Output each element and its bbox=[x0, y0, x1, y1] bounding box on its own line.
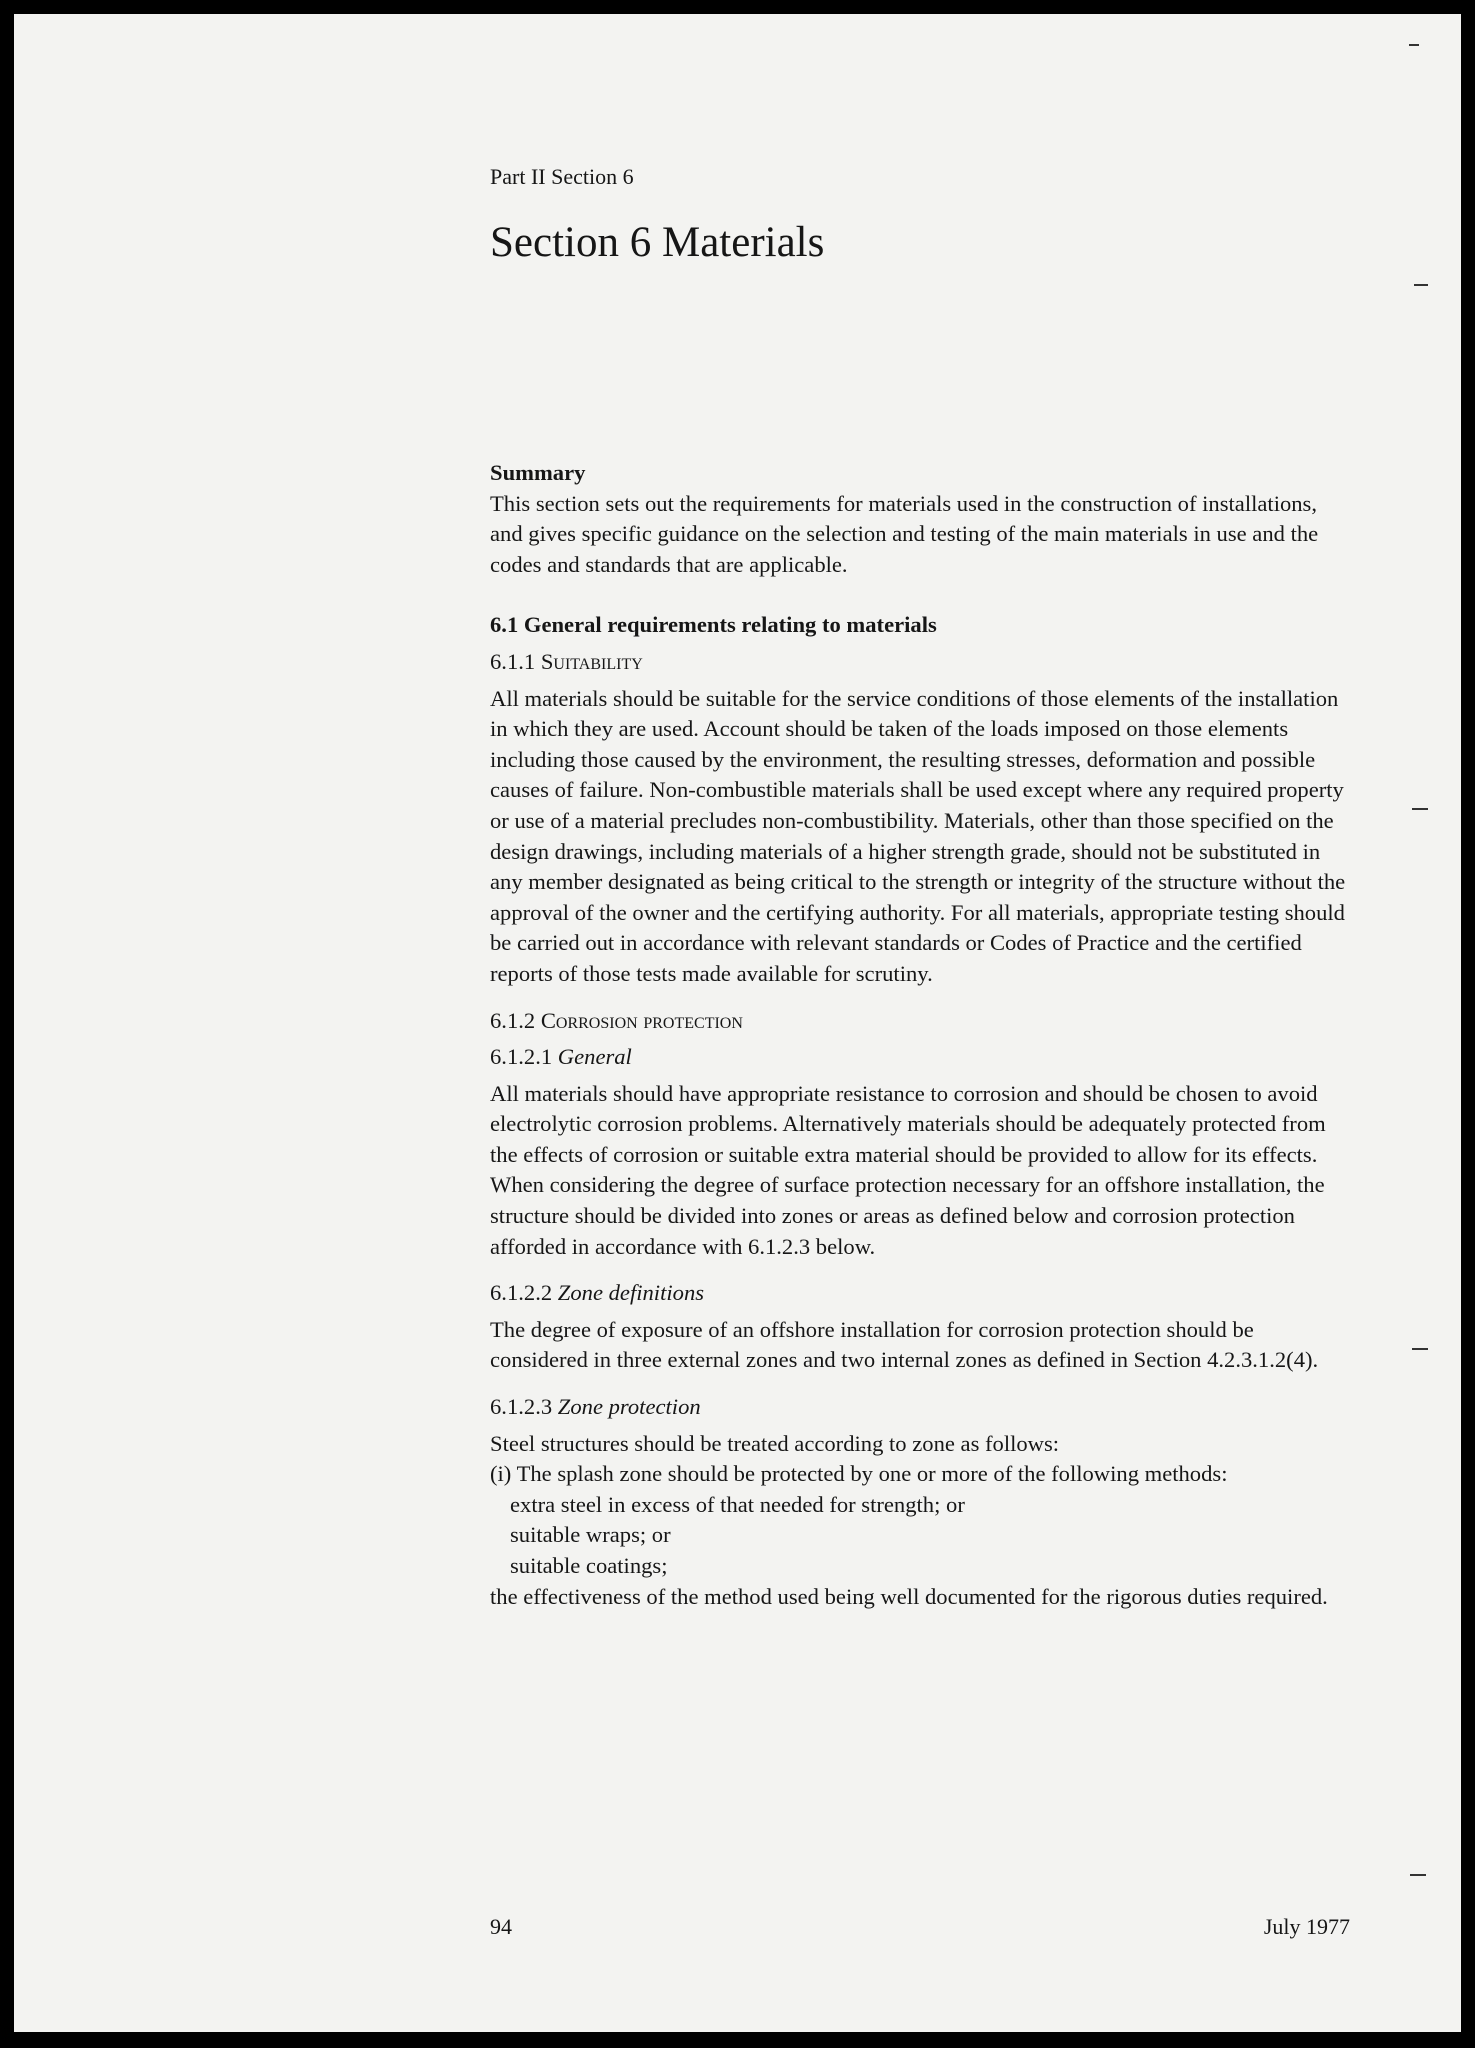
summary-text: This section sets out the requirements for materials used in the construction of installations, and gives specific guidance on the selection and testing of the main materials in use and the codes and standards that are applicable. bbox=[490, 490, 1319, 577]
section-6-1-2-heading bbox=[490, 1006, 1350, 1037]
page-number: 94 bbox=[490, 1914, 512, 1939]
section-6-1-2-1-text: All materials should have appropriate resistance to corrosion and should be chosen to avoid electrolytic corrosion problems. Alternatively materials should be adequately protected from the effects of corrosion or suitable extra material should be provided to allow for its effects. When considering the degree of surface protection necessary for an offshore installation, the structure should be divided into zones or areas as defined below and corrosion protection afforded in accordance with 6.1.2.3 below. bbox=[490, 1080, 1326, 1259]
section-6-1-2-1-heading bbox=[490, 1042, 1350, 1073]
section-6-1-2-3-number: 6.1.2.3 bbox=[490, 1394, 553, 1420]
section-6-1-2-3-item-i: (i) The splash zone should be protected by one or more of the following methods: bbox=[490, 1461, 1228, 1487]
scan-mark bbox=[1410, 1874, 1426, 1876]
section-6-1-heading: 6.1 General requirements relating to materials bbox=[490, 612, 937, 638]
section-6-1-2-2-text: The degree of exposure of an offshore installation for corrosion protection should be considered in three external zones and two internal zones as defined in Section 4.2.3.1.2(4). bbox=[490, 1316, 1319, 1373]
list-item: extra steel in excess of that needed for strength; or bbox=[510, 1491, 965, 1517]
section-6-1-2-2-title: Zone definitions bbox=[557, 1280, 705, 1306]
list-item: suitable wraps; or bbox=[510, 1522, 671, 1548]
scan-mark bbox=[1414, 284, 1428, 286]
section-6-1-2-number: 6.1.2 bbox=[490, 1007, 536, 1033]
method-list bbox=[490, 1490, 1350, 1582]
section-6-1-2-2-heading bbox=[490, 1278, 1350, 1309]
running-head: Part II Section 6 bbox=[490, 164, 634, 189]
section-6-1-1-title: Suitability bbox=[540, 648, 643, 674]
document-page bbox=[14, 14, 1461, 2032]
section-6-1-2-3-intro: Steel structures should be treated according to zone as follows: bbox=[490, 1430, 1060, 1456]
section-6-1-1-number: 6.1.1 bbox=[490, 648, 536, 674]
section-6-1-1-heading bbox=[490, 647, 1350, 678]
footer-date: July 1977 bbox=[1263, 1914, 1350, 1939]
list-item: suitable coatings; bbox=[510, 1553, 668, 1578]
section-6-1-2-3-heading bbox=[490, 1392, 1350, 1423]
page-title: Section 6 Materials bbox=[490, 219, 825, 266]
scan-mark bbox=[1409, 44, 1419, 46]
section-6-1-2-1-number: 6.1.2.1 bbox=[490, 1044, 553, 1070]
summary-heading: Summary bbox=[490, 460, 586, 485]
section-6-1-2-2-number: 6.1.2.2 bbox=[490, 1280, 553, 1306]
section-6-1-2-3-closing: the effectiveness of the method used being well documented for the rigorous duties required. bbox=[490, 1583, 1328, 1609]
section-6-1-2-1-title: General bbox=[557, 1044, 632, 1070]
section-6-1-2-3-title: Zone protection bbox=[557, 1394, 701, 1420]
section-6-1-2-title: Corrosion protection bbox=[540, 1007, 743, 1033]
body-flow bbox=[490, 458, 1350, 1612]
scan-mark bbox=[1412, 1348, 1428, 1350]
scan-mark bbox=[1412, 808, 1428, 810]
section-6-1-1-text: All materials should be suitable for the service conditions of those elements of the installation in which they are used. Account should be taken of the loads imposed on those elements including those caused by the environment, the resulting stresses, deformation and possible causes of failure. Non-combustible materials shall be used except where any required property or use of a material precludes non-combustibility. Materials, other than those specified on the design drawings, including materials of a higher strength grade, should not be substituted in any member designated as being critical to the strength or integrity of the structure without the approval of the owner and the certifying authority. For all materials, appropriate testing should be carried out in accordance with relevant standards or Codes of Practice and the certified reports of those tests made available for scrutiny. bbox=[490, 685, 1346, 986]
